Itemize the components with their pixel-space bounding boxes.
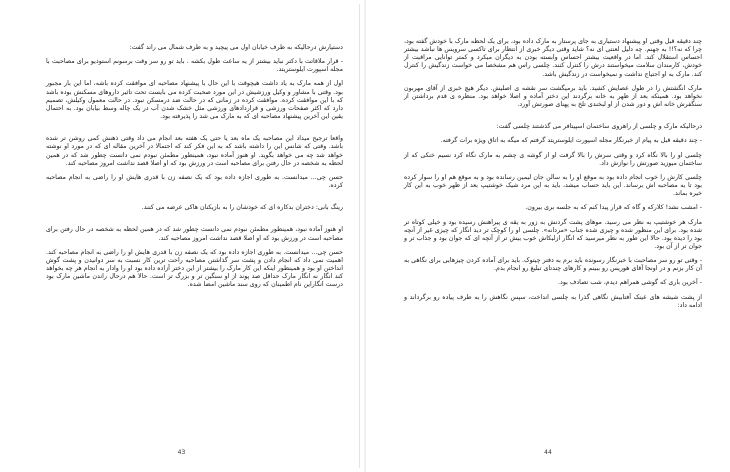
left-page xyxy=(4,4,360,468)
right-paragraph: چند دقیقه قبل وقتی او پیشنهاد دستیاری به جای پرستار به مارک داده بود، برای یک لحظه مارک با خودش گفته بود، چرا که نه؟!! به جهنم. چه دلیل لعنتی ای نه؟ شاید وقتی دیگر خبری از انتظار برای تاکسی سرویس ها نباشد بیشتر احساس استقلال کند. اما در واقعیت بیشتر احساس وابسته بودن به دیگران میکرد و کمتر توانایی مراقبت از خودش، کارمندان سلامت میخواستند درش را کنترل کنند. چلسی راس هم مشخصا می خواست زندگیش را کنترل کند. مارک به او احتیاج نداشت و نمیخواست در زندگیش باشد. xyxy=(404,38,702,78)
left-paragraph: - قرار ملاقاتت با دکتر نباید بیشتر از یه ساعت طول بکشه . باید تو رو سر وقت برسونم استودیو برای مصاحبت با مجله اسپورت ایلوستریتد. xyxy=(46,58,343,74)
left-paragraph: او هنوز آماده نبود، همینطور مطمئن نبودم نمی دانست چطور شد که در همین لحظه به شخصه در حال رفتن برای مصاحبه است در ورزش بود که او اصلا قصد نداشت امروز مصاحبه کند. xyxy=(46,226,343,242)
left-paragraph: حسن چی... میدانست. به طوری اجازه داده بود که یک نصفه زن با قدری هایش او را راضی به انجام مصاحبه کرده. xyxy=(46,173,343,190)
left-paragraph: اول از همه مارک به یاد داشت هیچوقت با این حال با پیشنهاد مصاحبه ای موافقت کرده باشه، اما این بار مجبور بود. وقتی با مشاور و وکیل ورزشیش در این مورد صحبت کرده می بایست تحت تاثیر داروهای مسکنش بوده باشد که با این موافقت کرده. موافقت کرده در زمانی که در حالت ضد درمسکن نبود. در حالت معمول وکیلش، تصمیم دارد که اکثر صفحات ورزشی و قراردادهای ورزشی مثل خشک شدن آب در یک چاله وسط بیابان بود. به احتمال یقین این آخرین پیشنهاد مصاحبه ای که به مارک می شد را پذیرفته بود. xyxy=(46,80,343,121)
book-spine xyxy=(364,0,366,472)
left-paragraph: دستیارش درحالیکه به طرف خیابان اول می پیچید و به طرف شمال می راند گفت: xyxy=(129,44,343,51)
right-page-text xyxy=(404,38,702,316)
right-paragraph: - امشب نشد! کلارکه و گاه که قرار پیدا کنم که به جلسه بری بیرون. xyxy=(525,204,702,212)
page-number: 44 xyxy=(544,449,552,456)
right-paragraph: از پشت شیشه های عینک آفتابیش نگاهی گذرا به چلسی انداخت، سپس نگاهش را به طرف پیاده رو برگرداند و ادامه داد: xyxy=(404,293,702,309)
right-paragraph: مارک هر خوشتیپ به نظر می رسید. موهای پشت گردنش به زور به یقه ی پیراهنش رسیده بود و خیلی کوتاه تر شده بود. برای این منظور شده و چیزی شده جناب «مردانه». چلسی او را کوچک تر دید انگار که چیزی غیر از آنچه بود را دیده بود. حالا این طور به نظر میرسید که انگار ازلیکاش خوب بیش تر از آنچه ای که جوان بود و جذاب تر و جوان تر از آن بود. xyxy=(404,218,702,250)
right-paragraph: - چند دقیقه قبل به پیام از خبرنگار مجله اسپورت ایلوستریتد گرفتم که میگه به اتاق ویژه برات گرفته. xyxy=(440,137,702,145)
right-paragraph: چلسی او را بالا نگاه کرد و وقتی سرش را بالا گرفت او از گوشه ی چشم به مارک نگاه کرد نسیم خنکی که از ساختمان میوزید صورتش را نوازش داد. xyxy=(404,151,702,167)
right-paragraph: مارک انگشتش را در طول عصایش کشید. باید برمیگشت سر نقشه ی اصلیش. دیگر هیچ خبری از آقای مهربون نخواهد بود. همینکه بعد از ظهر به خانه برگردند این دختر آماده و اصلا خواهد بود. منظره ی قدم برداشتن از سنگفرش خانه اش و دور شدن از او لبخندی تلخ به پهنای صورتش آورد. xyxy=(404,84,702,109)
right-paragraph: درحالیکه مارک و چلسی از راهروی ساختمان اسپیتافر می گذشتند چلسی گفت: xyxy=(496,123,702,131)
right-page xyxy=(370,4,726,468)
left-paragraph: رینگ بانی: دختران بدکاره ای که خودشان را به بازیکنان هاکی عرضه می کنند. xyxy=(141,204,343,212)
left-page-text xyxy=(46,44,343,295)
right-paragraph: - آخرین باری که گوشی همراهم دیدم، شب تصادف بود. xyxy=(558,279,702,287)
right-paragraph: چلسی کارش را خوب انجام داده بود به موقع او را به سالن جان لیمین رسانده بود و به موقع هم او را سوار کرده بود تا به مصاحبه اش برساند. این باید حساب میشد، باید به این مرد شیک خوشتیپ بعد از ظهر خوب به این کار خیره بماند. xyxy=(404,173,702,198)
left-paragraph: حسن چی... میدانست. به طوری اجازه داده بود که یک نصفه زن با قدری هایش او را راضی به انجام مصاحبه کند. اهمیت نمی داد که انجام دادن و پشت سر گذاشتن مصاحبه راحت ترین کار نسبت به سر دوانیدن و پشت گوش انداختن او بود و همینطور اینکه این کار مارک را بیشتر از این دختر آزاده داده بود او را وادار به انجام هر چه بخواهد کند انگار نه انگار مارک حداقل صد پوند از او سنگین تر و بزرگ تر است. حالا هم درحال راندن ماشین مارک بود درست انگاراین نام اطمینان که روی سند ماشین امضا شده. xyxy=(46,248,343,289)
page-number: 43 xyxy=(177,449,186,456)
right-paragraph: - وقتی تو رو سر مصاحبت با خبرنگار رسونده باید برم به دفتر چیتوک. باید برای آماده کردن چیزهایی برای نگاهی به آن کار بزنم و در اونجا آقای هوریس رو ببینم و کارهای چندتای تبلیغ رو انجام بدم. xyxy=(404,257,702,273)
left-paragraph: واقعا ترجیح میداد این مصاحبه یک ماه بعد یا حتی یک هفته بعد انجام می داد وقتی ذهنش کمی روشن تر شده باشد. وقتی که شانس این را داشته باشد که به این فکر کند که احتمالا در آخرین مقاله ای که در مورد او نوشته خواهد شد چه می خواهد بگوید. او هنوز آماده نبود، همینطور مطمئن نبودم نمی دانست چطور شد که در همین لحظه به شخصه در حال رفتن برای مصاحبه است در ورزش بود که او اصلا قصد نداشت امروز مصاحبه کند. xyxy=(46,135,343,167)
